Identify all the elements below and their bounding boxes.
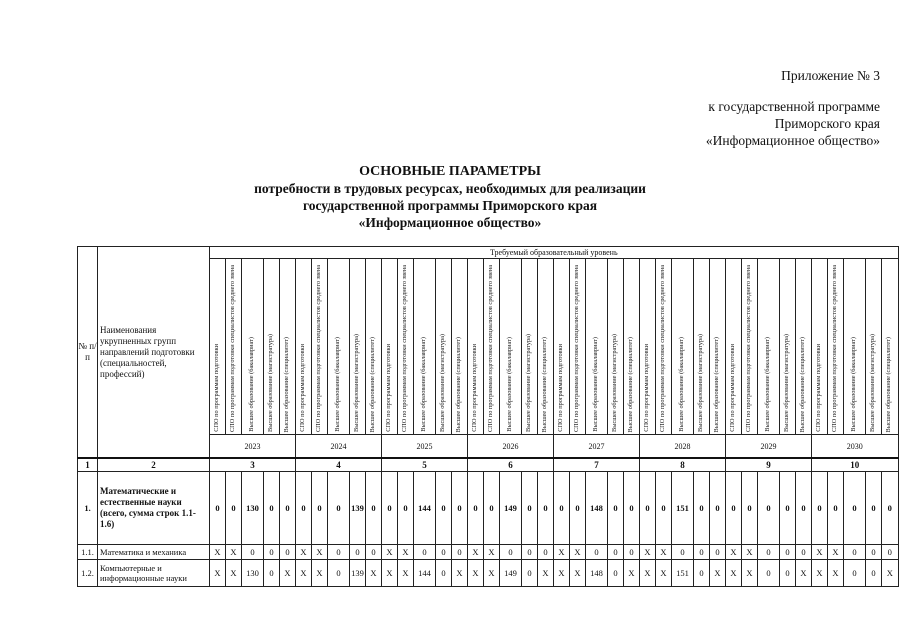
level-header-label: СПО по программам подготовки — [729, 344, 737, 432]
value-cell: 0 — [710, 545, 726, 560]
level-header-cell — [570, 259, 586, 435]
row-number: 1. — [78, 472, 98, 545]
level-header-cell — [672, 259, 694, 435]
level-header-label: Высшее образование (специалитет) — [369, 336, 377, 432]
value-cell: X — [570, 545, 586, 560]
value-cell: 0 — [758, 545, 780, 560]
value-cell: X — [468, 560, 484, 587]
value-cell: 0 — [758, 560, 780, 587]
level-header-cell — [280, 259, 296, 435]
level-header-cell — [844, 259, 866, 435]
level-header-label: Высшее образование (магистратура) — [611, 334, 619, 432]
value-cell: X — [828, 560, 844, 587]
level-header-cell — [382, 259, 398, 435]
value-cell: X — [484, 545, 500, 560]
level-header-cell — [350, 259, 366, 435]
value-cell: 0 — [780, 545, 796, 560]
level-header-label: Высшее образование (магистратура) — [869, 334, 877, 432]
level-header-cell — [414, 259, 436, 435]
value-cell: 0 — [882, 472, 899, 545]
level-header-cell — [296, 259, 312, 435]
value-cell: X — [296, 560, 312, 587]
requirements-table — [77, 246, 899, 587]
value-cell: 0 — [672, 545, 694, 560]
value-cell: X — [398, 560, 414, 587]
appendix-line: Приморского края — [774, 116, 880, 131]
level-header-cell — [366, 259, 382, 435]
level-header-cell — [452, 259, 468, 435]
value-cell: 0 — [866, 560, 882, 587]
level-header-label: Высшее образование (специалитет) — [799, 336, 807, 432]
level-header-cell — [608, 259, 624, 435]
appendix-title: Приложение № 3 — [781, 68, 880, 83]
level-header-cell — [500, 259, 522, 435]
value-cell: 0 — [742, 472, 758, 545]
level-header-label: Высшее образование (магистратура) — [783, 334, 791, 432]
level-header-cell — [742, 259, 758, 435]
value-cell: X — [312, 560, 328, 587]
index-cell: 8 — [640, 458, 726, 472]
value-cell: 0 — [312, 472, 328, 545]
value-cell: 0 — [210, 472, 226, 545]
value-cell: 0 — [866, 472, 882, 545]
value-cell: 0 — [414, 545, 436, 560]
level-header-cell — [726, 259, 742, 435]
value-cell: X — [398, 545, 414, 560]
value-cell: 0 — [436, 545, 452, 560]
level-header-cell — [586, 259, 608, 435]
value-cell: 148 — [586, 560, 608, 587]
row-number: 1.2. — [78, 560, 98, 587]
value-cell: 0 — [694, 560, 710, 587]
value-cell: 139 — [350, 472, 366, 545]
value-cell: X — [882, 560, 899, 587]
level-header-label: Высшее образование (магистратура) — [267, 334, 275, 432]
row-name: Математика и механика — [98, 545, 210, 560]
level-header-cell — [210, 259, 226, 435]
value-cell: 0 — [468, 472, 484, 545]
value-cell: 0 — [500, 545, 522, 560]
level-header-label: Высшее образование (магистратура) — [439, 334, 447, 432]
index-cell: 7 — [554, 458, 640, 472]
value-cell: 0 — [710, 472, 726, 545]
index-cell: 10 — [812, 458, 899, 472]
index-cell: 6 — [468, 458, 554, 472]
value-cell: X — [554, 560, 570, 587]
level-header-cell — [694, 259, 710, 435]
level-header-cell — [436, 259, 452, 435]
level-header-label: Высшее образование (специалитет) — [541, 336, 549, 432]
heading-line: потребности в трудовых ресурсах, необходимых для реализации — [254, 181, 646, 196]
value-cell: 0 — [328, 472, 350, 545]
level-header-cell — [522, 259, 538, 435]
value-cell: X — [640, 545, 656, 560]
value-cell: X — [656, 545, 672, 560]
value-cell: 144 — [414, 560, 436, 587]
value-cell: 0 — [436, 560, 452, 587]
value-cell: 0 — [280, 472, 296, 545]
level-header-cell — [828, 259, 844, 435]
value-cell: 0 — [608, 560, 624, 587]
required-level-header: Требуемый образовательный уровень — [210, 247, 899, 259]
appendix-line: к государственной программе — [708, 99, 880, 114]
level-header-cell — [882, 259, 899, 435]
level-header-cell — [226, 259, 242, 435]
level-header-label: СПО по программам подготовки — [213, 344, 221, 432]
level-header-label: СПО по программам подготовки специалистов среднего звена — [315, 264, 323, 432]
level-header-label: СПО по программам подготовки специалистов среднего звена — [659, 264, 667, 432]
level-header-label: Высшее образование (специалитет) — [627, 336, 635, 432]
value-cell: 0 — [242, 545, 264, 560]
value-cell: 139 — [350, 560, 366, 587]
level-header-cell — [484, 259, 500, 435]
level-header-label: Высшее образование (бакалавриат) — [334, 337, 342, 432]
value-cell: 0 — [758, 472, 780, 545]
level-header-label: Высшее образование (бакалавриат) — [592, 337, 600, 432]
level-header-label: Высшее образование (специалитет) — [713, 336, 721, 432]
value-cell: X — [296, 545, 312, 560]
year-header: 2025 — [382, 435, 468, 459]
level-header-cell — [812, 259, 828, 435]
level-header-label: Высшее образование (специалитет) — [885, 336, 893, 432]
heading-line: «Информационное общество» — [358, 215, 542, 230]
value-cell: 0 — [866, 545, 882, 560]
value-cell: X — [726, 560, 742, 587]
level-header-cell — [554, 259, 570, 435]
value-cell: 0 — [844, 560, 866, 587]
value-cell: X — [726, 545, 742, 560]
value-cell: 0 — [694, 472, 710, 545]
value-cell: 151 — [672, 560, 694, 587]
value-cell: X — [226, 545, 242, 560]
value-cell: 0 — [656, 472, 672, 545]
value-cell: 0 — [452, 472, 468, 545]
heading-main: ОСНОВНЫЕ ПАРАМЕТРЫ — [359, 164, 541, 179]
value-cell: X — [210, 545, 226, 560]
value-cell: X — [382, 545, 398, 560]
level-header-label: Высшее образование (магистратура) — [697, 334, 705, 432]
level-header-cell — [640, 259, 656, 435]
value-cell: 0 — [538, 545, 554, 560]
value-cell: 0 — [828, 472, 844, 545]
index-cell: 2 — [98, 458, 210, 472]
level-header-cell — [710, 259, 726, 435]
value-cell: 151 — [672, 472, 694, 545]
value-cell: 0 — [586, 545, 608, 560]
level-header-label: СПО по программам подготовки — [557, 344, 565, 432]
level-header-label: Высшее образование (магистратура) — [525, 334, 533, 432]
level-header-cell — [656, 259, 672, 435]
year-header: 2030 — [812, 435, 899, 459]
index-cell: 1 — [78, 458, 98, 472]
value-cell: X — [280, 560, 296, 587]
value-cell: 0 — [264, 545, 280, 560]
value-cell: 130 — [242, 472, 264, 545]
value-cell: X — [468, 545, 484, 560]
value-cell: X — [382, 560, 398, 587]
value-cell: X — [312, 545, 328, 560]
value-cell: 148 — [586, 472, 608, 545]
appendix-subtitle — [560, 98, 880, 149]
value-cell: 0 — [522, 545, 538, 560]
value-cell: 0 — [726, 472, 742, 545]
value-cell: 0 — [522, 560, 538, 587]
value-cell: 0 — [522, 472, 538, 545]
value-cell: 0 — [554, 472, 570, 545]
value-cell: X — [226, 560, 242, 587]
level-header-label: Высшее образование (бакалавриат) — [506, 337, 514, 432]
value-cell: 0 — [796, 545, 812, 560]
level-header-label: СПО по программам подготовки — [643, 344, 651, 432]
value-cell: 0 — [844, 472, 866, 545]
value-cell: X — [742, 545, 758, 560]
year-header: 2024 — [296, 435, 382, 459]
value-cell: 0 — [296, 472, 312, 545]
level-header-label: Высшее образование (магистратура) — [353, 334, 361, 432]
value-cell: 0 — [694, 545, 710, 560]
heading-line: государственной программы Приморского края — [302, 198, 598, 213]
document-heading — [150, 163, 750, 231]
row-name: Математические и естественные науки (всего, сумма строк 1.1-1.6) — [98, 472, 210, 545]
value-cell: X — [828, 545, 844, 560]
value-cell: X — [210, 560, 226, 587]
level-header-label: СПО по программам подготовки специалистов среднего звена — [573, 264, 581, 432]
col-num-header: № п/п — [78, 247, 98, 459]
level-header-label: Высшее образование (бакалавриат) — [420, 337, 428, 432]
level-header-cell — [242, 259, 264, 435]
value-cell: 149 — [500, 472, 522, 545]
level-header-label: СПО по программам подготовки — [471, 344, 479, 432]
value-cell: 0 — [796, 472, 812, 545]
level-header-label: СПО по программам подготовки специалистов среднего звена — [745, 264, 753, 432]
value-cell: X — [570, 560, 586, 587]
value-cell: 0 — [264, 472, 280, 545]
value-cell: 0 — [844, 545, 866, 560]
index-cell: 9 — [726, 458, 812, 472]
level-header-cell — [264, 259, 280, 435]
value-cell: 0 — [366, 545, 382, 560]
value-cell: X — [796, 560, 812, 587]
value-cell: X — [812, 560, 828, 587]
level-header-cell — [468, 259, 484, 435]
value-cell: 0 — [280, 545, 296, 560]
value-cell: X — [554, 545, 570, 560]
value-cell: 0 — [328, 545, 350, 560]
value-cell: 0 — [812, 472, 828, 545]
level-header-label: СПО по программам подготовки — [299, 344, 307, 432]
row-number: 1.1. — [78, 545, 98, 560]
value-cell: 0 — [484, 472, 500, 545]
level-header-label: СПО по программам подготовки — [815, 344, 823, 432]
level-header-cell — [624, 259, 640, 435]
value-cell: 0 — [608, 545, 624, 560]
value-cell: 0 — [382, 472, 398, 545]
level-header-cell — [328, 259, 350, 435]
value-cell: 0 — [350, 545, 366, 560]
level-header-label: СПО по программам подготовки специалистов среднего звена — [229, 264, 237, 432]
year-header: 2026 — [468, 435, 554, 459]
value-cell: X — [640, 560, 656, 587]
value-cell: X — [538, 560, 554, 587]
value-cell: 0 — [624, 545, 640, 560]
value-cell: 130 — [242, 560, 264, 587]
value-cell: 144 — [414, 472, 436, 545]
value-cell: 0 — [538, 472, 554, 545]
level-header-cell — [312, 259, 328, 435]
level-header-label: Высшее образование (бакалавриат) — [850, 337, 858, 432]
value-cell: X — [710, 560, 726, 587]
value-cell: X — [484, 560, 500, 587]
index-cell: 3 — [210, 458, 296, 472]
level-header-label: Высшее образование (бакалавриат) — [248, 337, 256, 432]
value-cell: 0 — [436, 472, 452, 545]
value-cell: 0 — [328, 560, 350, 587]
value-cell: 0 — [570, 472, 586, 545]
value-cell: 0 — [452, 545, 468, 560]
value-cell: X — [812, 545, 828, 560]
value-cell: 0 — [624, 472, 640, 545]
value-cell: X — [656, 560, 672, 587]
col-name-header: Наименования укрупненных групп направлений подготовки (специальностей, профессий) — [98, 247, 210, 459]
value-cell: X — [366, 560, 382, 587]
value-cell: 149 — [500, 560, 522, 587]
level-header-label: СПО по программам подготовки специалистов среднего звена — [401, 264, 409, 432]
value-cell: 0 — [780, 472, 796, 545]
year-header: 2029 — [726, 435, 812, 459]
level-header-label: Высшее образование (бакалавриат) — [764, 337, 772, 432]
value-cell: 0 — [608, 472, 624, 545]
value-cell: X — [742, 560, 758, 587]
level-header-label: СПО по программам подготовки — [385, 344, 393, 432]
value-cell: X — [624, 560, 640, 587]
value-cell: 0 — [398, 472, 414, 545]
value-cell: 0 — [226, 472, 242, 545]
level-header-label: Высшее образование (бакалавриат) — [678, 337, 686, 432]
year-header: 2028 — [640, 435, 726, 459]
level-header-label: СПО по программам подготовки специалистов среднего звена — [831, 264, 839, 432]
level-header-cell — [538, 259, 554, 435]
value-cell: 0 — [882, 545, 899, 560]
level-header-label: Высшее образование (специалитет) — [455, 336, 463, 432]
level-header-label: Высшее образование (специалитет) — [283, 336, 291, 432]
appendix-line: «Информационное общество» — [705, 133, 880, 148]
level-header-cell — [796, 259, 812, 435]
year-header: 2027 — [554, 435, 640, 459]
value-cell: 0 — [366, 472, 382, 545]
row-name: Компьютерные и информационные науки — [98, 560, 210, 587]
year-header: 2023 — [210, 435, 296, 459]
index-cell: 4 — [296, 458, 382, 472]
level-header-cell — [398, 259, 414, 435]
index-cell: 5 — [382, 458, 468, 472]
level-header-label: СПО по программам подготовки специалистов среднего звена — [487, 264, 495, 432]
value-cell: 0 — [780, 560, 796, 587]
level-header-cell — [758, 259, 780, 435]
level-header-cell — [866, 259, 882, 435]
value-cell: X — [452, 560, 468, 587]
value-cell: 0 — [640, 472, 656, 545]
value-cell: 0 — [264, 560, 280, 587]
level-header-cell — [780, 259, 796, 435]
